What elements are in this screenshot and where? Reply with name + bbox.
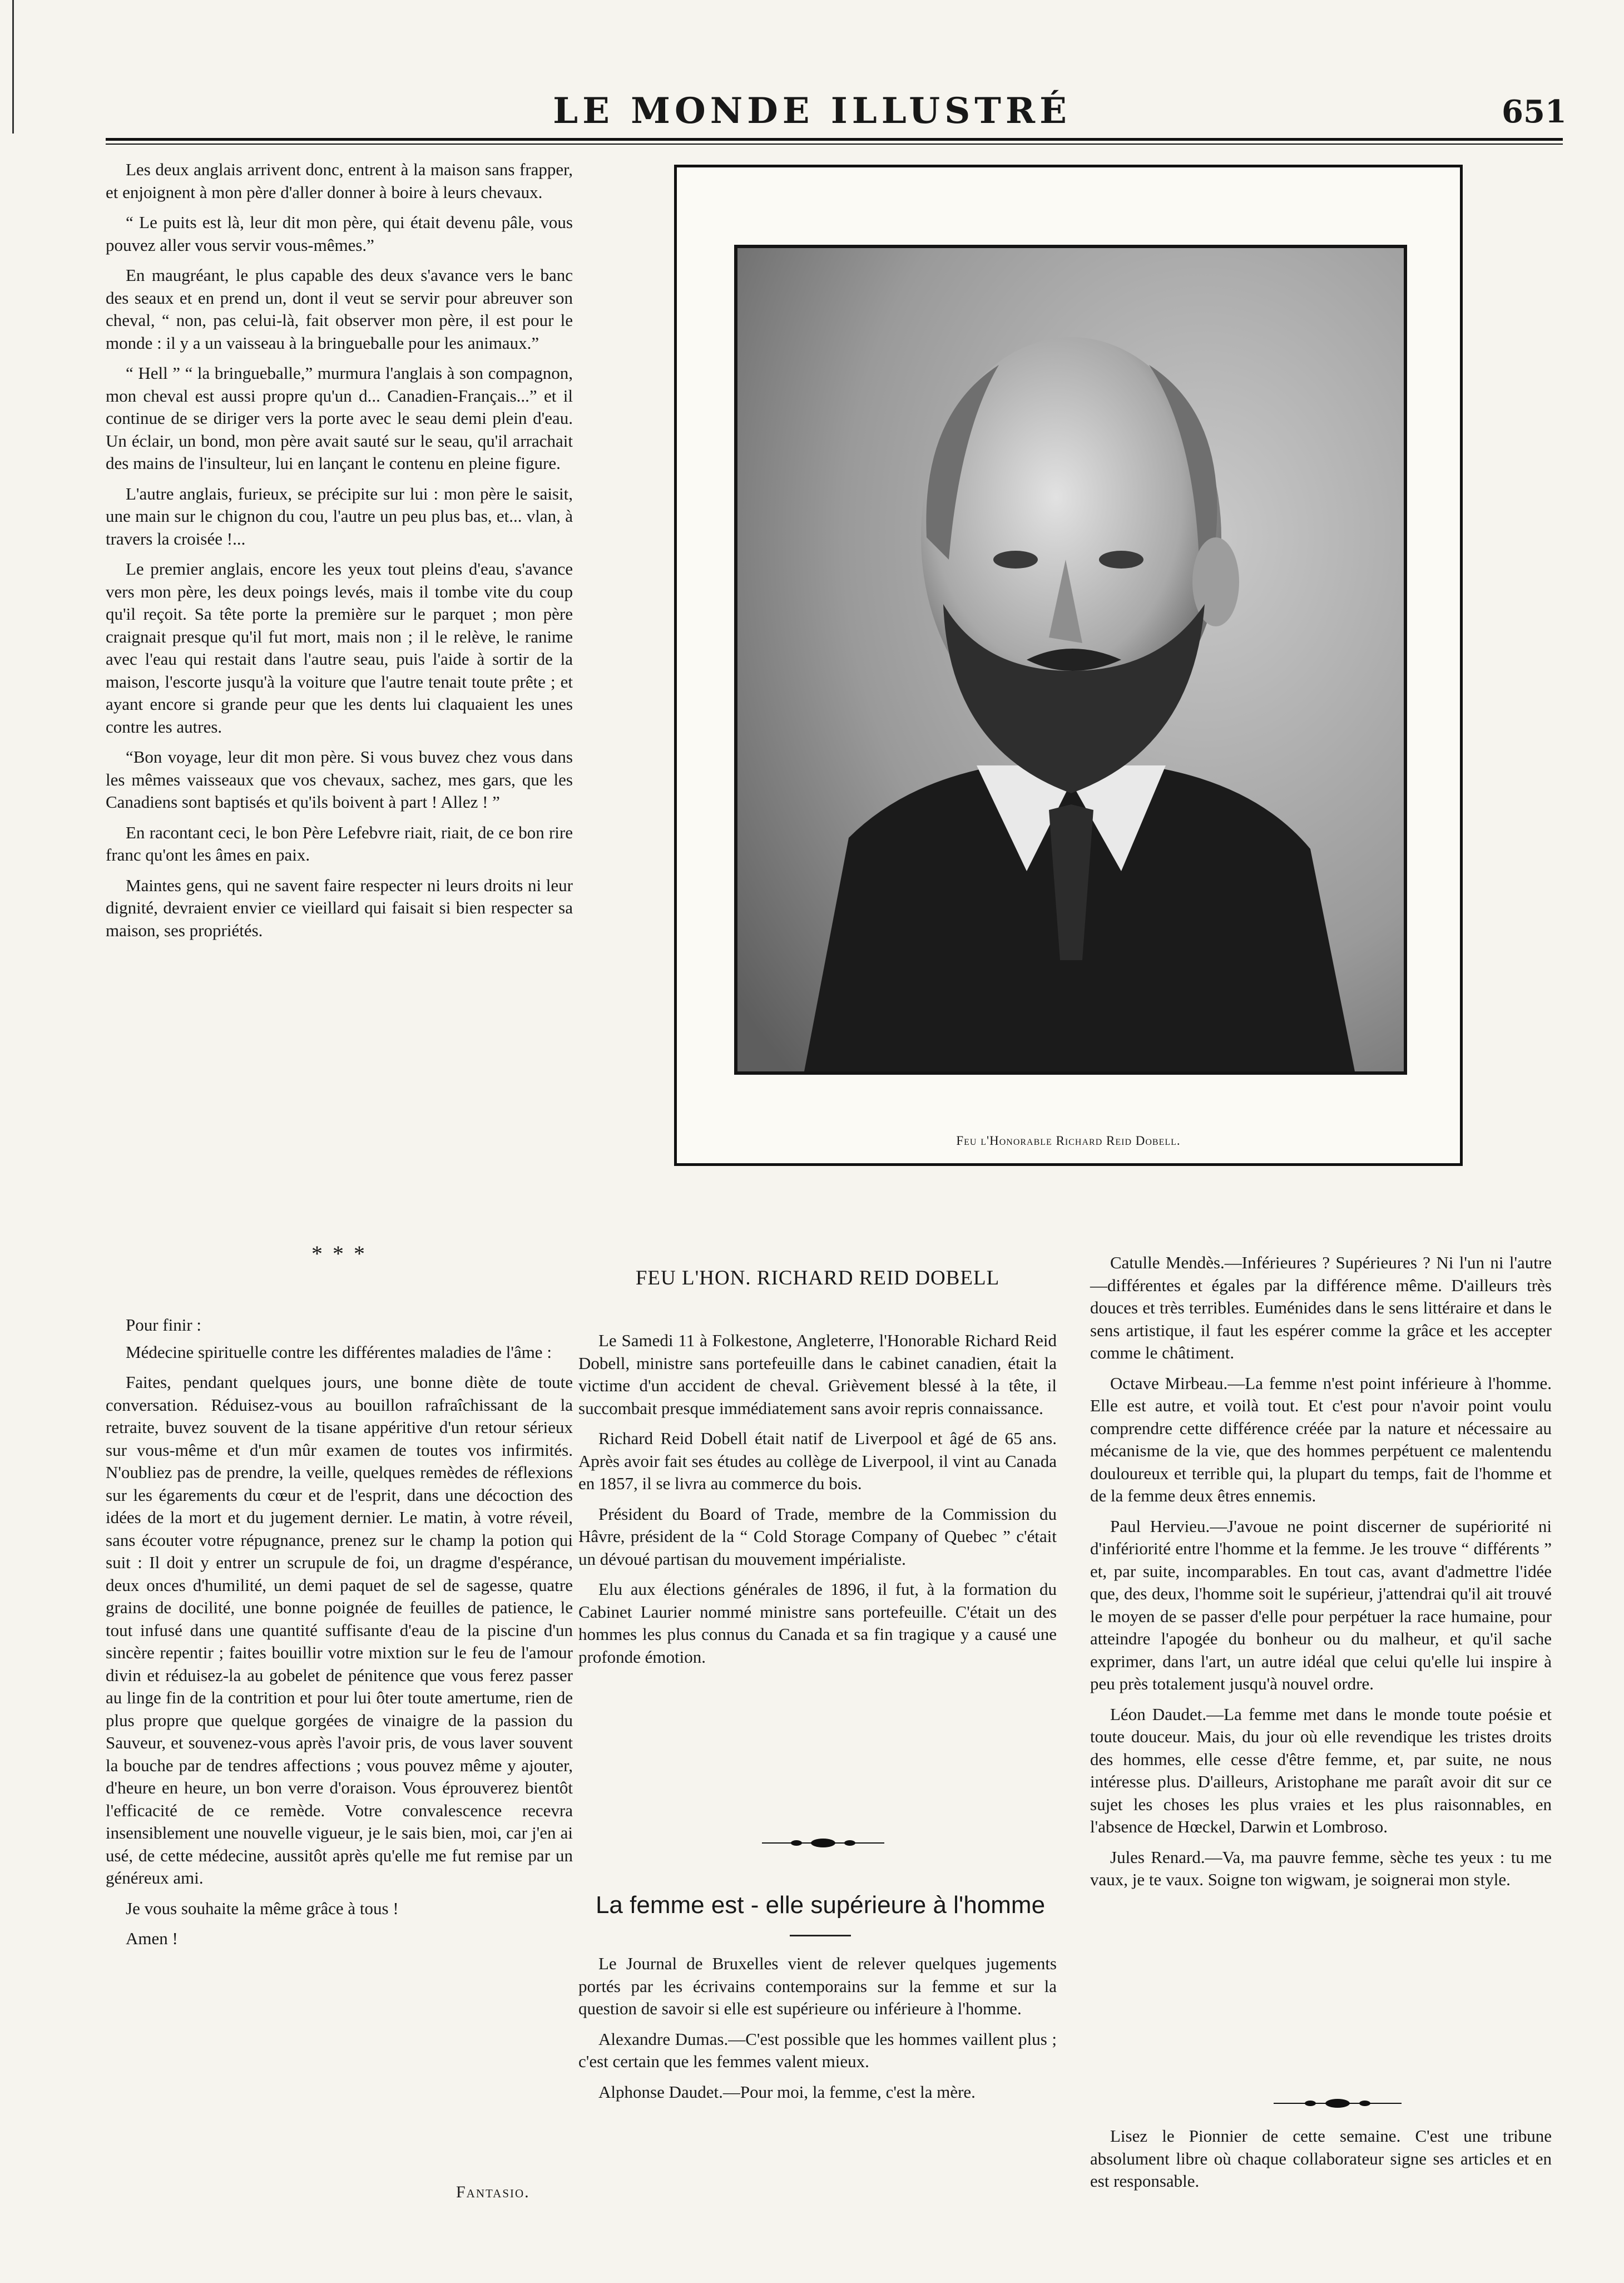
paragraph: “Bon voyage, leur dit mon père. Si vous buvez chez vous dans les mêmes vaisseaux que vos chevaux, sachez, mes gars, que les Canadiens sont baptisés et qu'ils boivent à part ! Allez ! ” [106, 747, 573, 812]
paragraph: Lisez le Pionnier de cette semaine. C'est une tribune absolument libre où chaque collaborateur signe ses articles et en est responsable. [1090, 2126, 1552, 2191]
paragraph: Léon Daudet.—La femme met dans le monde toute poésie et toute douceur. Mais, du jour où elle revendique les tristes droits des hommes, elle cesse d'être femme, et, par suite, ne nous intéresse plus. D'ailleurs, Aristophane me paraît avoir dit sur ce sujet les choses les plus vraies et les plus raisonnables, en l'absence de Hœckel, Darwin et Lombroso. [1090, 1704, 1552, 1836]
paragraph: Alphonse Daudet.—Pour moi, la femme, c'est la mère. [598, 2082, 976, 2102]
header-rule [106, 138, 1563, 141]
paragraph: Octave Mirbeau.—La femme n'est point inférieure à l'homme. Elle est autre, et voilà tout. Et c'est pour n'avoir point voulu comprendre cette différence créée par la nature et nécessaire au mécanisme de la vie, que des hommes perpétuent ce malentendu douloureux et terrible qui, la plupart du temps, fait de l'homme et de la femme deux êtres ennemis. [1090, 1373, 1552, 1505]
section-stars: * * * [311, 1241, 367, 1266]
paragraph: Paul Hervieu.—J'avoue ne point discerner de supériorité ni d'infériorité entre l'homme et la femme. Je les trouve “ différents ” et, par suite, incomparables. En tout cas, avant d'admettre l'idée que, des deux, l'homme soit le supérieur, j'attendrai qu'il ait trouvé le moyen de se passer d'elle pour perpétuer la race humaine, pour atteindre l'apogée du bonheur ou du malheur, et qu'il sache exprimer, dans l'art, un autre idéal que celui qu'elle lui inspire à peu près totalement jusqu'à nouvel ordre. [1090, 1516, 1552, 1693]
portrait-photo [734, 245, 1407, 1075]
article-dobell [578, 1330, 1057, 1676]
paragraph: “ Hell ” “ la bringueballe,” murmura l'anglais à son compagnon, mon cheval est aussi propre qu'un d... Canadien-Français...” et il continue de se diriger vers la porte avec le seau demi plein d'eau. Un éclair, un bond, mon père avait sauté sur le seau, qu'il arrachait des mains de l'insulteur, lui en lançant le contenu en pleine figure. [106, 363, 573, 473]
paragraph: Président du Board of Trade, membre de la Commission du Hâvre, président de la “ Cold Storage Company of Quebec ” c'était un dévoué partisan du mouvement impérialiste. [578, 1504, 1057, 1569]
paragraph: Catulle Mendès.—Inférieures ? Supérieures ? Ni l'un ni l'autre—différentes et égales par la différence même. D'ailleurs très douces et très terribles. Euménides dans le sens littéraire et dans le sens artistique, il faut les espérer comme la grâce et les accepter comme le châtiment. [1090, 1253, 1552, 1362]
paragraph: Le premier anglais, encore les yeux tout pleins d'eau, s'avance vers mon père, les deux poings levés, mais il tombe vite du coup qu'il reçoit. Sa tête porte la première sur le parquet ; mon père craignait presque qu'il fut mort, mais non ; il le relève, le ranime avec l'eau qui restait dans l'autre seau, puis l'aide à sortir de la maison, l'escorte jusqu'à la voiture que l'autre tenait toute prête ; et ayant encore si grande peur que les dents lui claquaient les unes contre les autres. [106, 559, 573, 737]
paragraph: Faites, pendant quelques jours, une bonne diète de toute conversation. Réduisez-vous au bouillon rafraîchissant de la retraite, buvez souvent de la tisane appéritive d'un retour sérieux sur vous-même et d'un mûr examen de toutes vos infirmités. N'oubliez pas de prendre, la veille, quelques remèdes de réflexions sur les égarements du cœur et de l'esprit, dans une décoction des idées de la mort et du jugement dernier. Le matin, à votre réveil, sans écouter votre répugnance, prenez sur le champ la potion qui suit : Il doit y entrer un scrupule de foi, un dragme d'espérance, deux onces d'humilité, un demi paquet de sel de sagesse, quatre grains de docilité, une bonne poignée de feuilles de patience, le tout infusé dans une quantité suffisante d'eau de la piscine d'un sincère repentir ; faites bouillir votre mixtion sur le feu de l'amour divin et réduisez-la au gobelet de pénitence que vous ferez passer au linge fin de la contrition et pour lui ôter toute amertume, rien de plus propre que quelque gorgées de vinaigre de la passion du Sauveur, et souvenez-vous après l'avoir pris, de vous laver souvent la bouche par de tendres affections ; vous pouvez même y ajouter, d'heure en heure, un bon verre d'oraison. Vous éprouverez bientôt l'efficacité de ce remède. Votre convalescence recevra insensiblement une nouvelle vigueur, je le sais bien, moi, car j'en ai usé, de cette médecine, aussitôt après qu'elle me fut remise par un généreux ami. [106, 1372, 573, 1887]
masthead: LE MONDE ILLUSTRÉ [553, 90, 1071, 132]
section-title: La femme est - elle supérieure à l'homme [595, 1891, 1046, 1919]
header-rule-thin [106, 144, 1563, 145]
divider-ornament [762, 1837, 884, 1849]
paragraph: Les deux anglais arrivent donc, entrent à la maison sans frapper, et enjoignent à mon père d'aller donner à boire à leurs chevaux. [106, 160, 573, 202]
article-title: FEU L'HON. RICHARD REID DOBELL [635, 1267, 1000, 1289]
right-column [1090, 1252, 1552, 1899]
paragraph: Maintes gens, qui ne savent faire respecter ni leurs droits ni leur dignité, devraient envier ce vieillard qui faisait si bien respecter sa maison, ses propriétés. [106, 875, 573, 940]
paragraph: L'autre anglais, furieux, se précipite sur lui : mon père le saisit, une main sur le chignon du cou, l'autre un peu plus bas, et... vlan, à travers la croisée !... [106, 483, 573, 548]
section-title-rule [790, 1935, 851, 1936]
portrait-caption: Feu l'Honorable Richard Reid Dobell. [956, 1134, 1181, 1148]
paragraph: Elu aux élections générales de 1896, il fut, à la formation du Cabinet Laurier nommé ministre sans portefeuille. C'était un des hommes les plus connus du Canada et sa fin tragique y a causé une profonde émotion. [578, 1579, 1057, 1667]
paragraph: Jules Renard.—Va, ma pauvre femme, sèche tes yeux : tu me vaux, je te vaux. Soigne ton wigwam, je soignerai mon style. [1090, 1847, 1552, 1889]
divider-ornament [1274, 2097, 1402, 2109]
paragraph: Le Samedi 11 à Folkestone, Angleterre, l'Honorable Richard Reid Dobell, ministre sans portefeuille dans le cabinet canadien, était la victime d'un accident de cheval. Grièvement blessé à la tête, il succombait presque immédiatement sans avoir repris connaissance. [578, 1331, 1057, 1418]
portrait-illustration [737, 248, 1404, 1071]
paragraph: Richard Reid Dobell était natif de Liverpool et âgé de 65 ans. Après avoir fait ses études au collège de Liverpool, il vint au Canada en 1857, il se livra au commerce du bois. [578, 1429, 1057, 1493]
paragraph: En maugréant, le plus capable des deux s'avance vers le banc des seaux et en prend un, dont il veut se servir pour abreuver son cheval, “ non, pas celui-là, fait observer mon père, il est pour le monde : il y a un vaisseau à la bringueballe pour les animaux.” [106, 265, 573, 353]
paragraph: En racontant ceci, le bon Père Lefebvre riait, riait, de ce bon rire franc qu'ont les âmes en paix. [106, 822, 573, 864]
left-column-bottom [106, 1314, 573, 1958]
paragraph: “ Le puits est là, leur dit mon père, qui était devenu pâle, vous pouvez aller vous servir vous-mêmes.” [106, 213, 573, 255]
closing: Amen ! [126, 1929, 178, 1948]
left-column-top [106, 159, 573, 950]
paragraph: Médecine spirituelle contre les différentes maladies de l'âme : [126, 1342, 552, 1362]
article-femme [578, 1953, 1057, 2111]
paragraph: Alexandre Dumas.—C'est possible que les hommes vaillent plus ; c'est certain que les femmes valent mieux. [578, 2029, 1057, 2071]
signature: Fantasio. [456, 2183, 530, 2201]
paragraph: Pour finir : [126, 1315, 202, 1335]
pionnier-notice [1090, 2125, 1552, 2201]
paragraph: Le Journal de Bruxelles vient de relever quelques jugements portés par les écrivains contemporains sur la femme et sur la question de savoir si elle est supérieure ou inférieure à l'homme. [578, 1954, 1057, 2018]
paragraph: Je vous souhaite la même grâce à tous ! [126, 1898, 399, 1918]
page-number: 651 [1502, 93, 1567, 130]
